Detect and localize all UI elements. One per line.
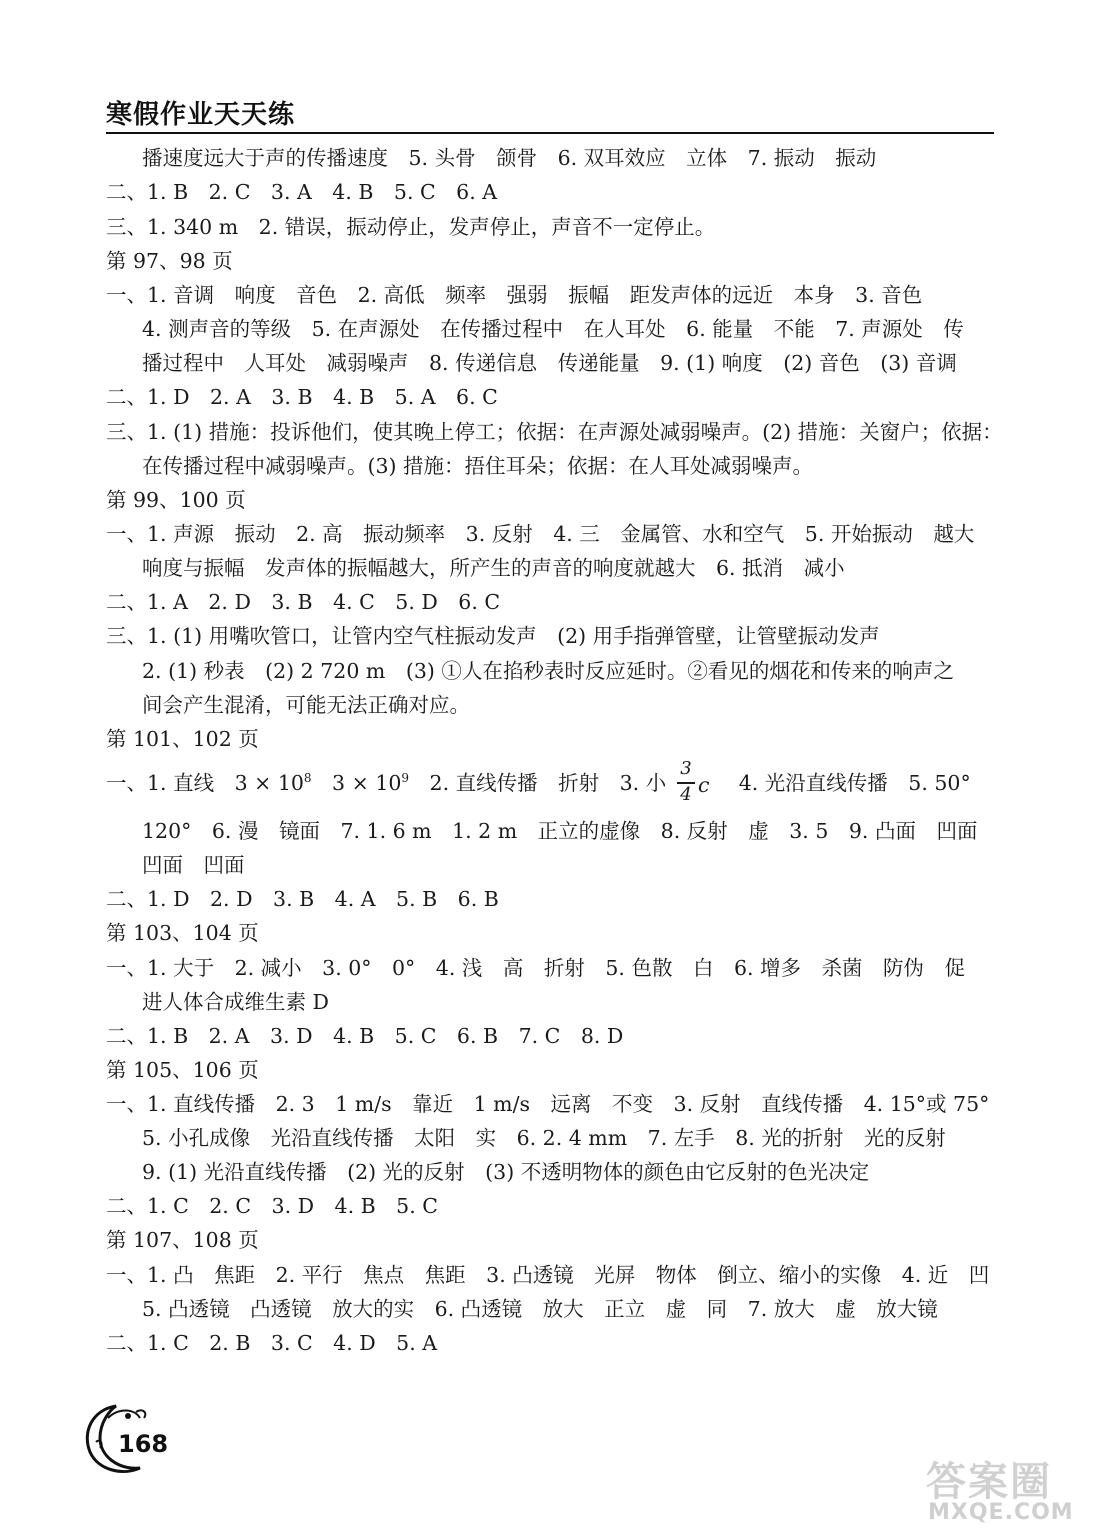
- answer-line: 间会产生混淆，可能无法正确对应。: [142, 693, 470, 717]
- answer-line: 三、1. 340 m 2. 错误，振动停止，发声停止，声音不一定停止。: [106, 215, 716, 239]
- formula-text-c: 2. 直线传播 折射 3. 小: [409, 771, 667, 795]
- answer-line: 一、1. 直线传播 2. 3 1 m/s 靠近 1 m/s 远离 不变 3. 反射 直线传播 4. 15°或 75°: [106, 1092, 990, 1116]
- exponent: 8: [303, 771, 312, 786]
- answer-line: 9. (1) 光沿直线传播 (2) 光的反射 (3) 不透明物体的颜色由它反射的色光决定: [142, 1160, 870, 1184]
- answer-line: 二、1. C 2. B 3. C 4. D 5. A: [106, 1331, 438, 1355]
- answer-line-with-formula: [106, 770, 971, 796]
- answer-line: 5. 凸透镜 凸透镜 放大的实 6. 凸透镜 放大 正立 虚 同 7. 放大 虚 放大镜: [142, 1297, 938, 1321]
- fraction-denominator: 4: [680, 784, 692, 805]
- answer-line: 响度与振幅 发声体的振幅越大，所产生的声音的响度就越大 6. 抵消 减小: [142, 556, 845, 580]
- answer-line: 一、1. 大于 2. 减小 3. 0° 0° 4. 浅 高 折射 5. 色散 白 6. 增多 杀菌 防伪 促: [106, 956, 966, 980]
- formula-text-a: 一、1. 直线 3 × 10: [106, 771, 304, 795]
- answer-line: 二、1. C 2. C 3. D 4. B 5. C: [106, 1194, 438, 1218]
- answer-line: 120° 6. 漫 镜面 7. 1. 6 m 1. 2 m 正立的虚像 8. 反射 虚 3. 5 9. 凸面 凹面: [142, 819, 978, 843]
- fraction-numerator: 3: [680, 758, 692, 779]
- answer-line: 一、1. 音调 响度 音色 2. 高低 频率 强弱 振幅 距发声体的远近 本身 3. 音色: [106, 283, 923, 307]
- answer-line: 播过程中 人耳处 减弱噪声 8. 传递信息 传递能量 9. (1) 响度 (2) 音色 (3) 音调: [142, 351, 957, 375]
- watermark-logo-text: 答案圈: [926, 1459, 1052, 1505]
- section-heading: 第 103、104 页: [106, 921, 259, 945]
- formula-text-b: 3 × 10: [311, 771, 402, 795]
- answer-line: 2. (1) 秒表 (2) 2 720 m (3) ①人在掐秒表时反应延时。②看见的烟花和传来的响声之: [142, 659, 954, 683]
- answer-line: 一、1. 声源 振动 2. 高 振动频率 3. 反射 4. 三 金属管、水和空气 5. 开始振动 越大: [106, 522, 975, 546]
- section-heading: 第 105、106 页: [106, 1058, 259, 1082]
- answer-line: 播速度远大于声的传播速度 5. 头骨 颌骨 6. 双耳效应 立体 7. 振动 振动: [142, 146, 877, 170]
- answer-line: 三、1. (1) 用嘴吹管口，让管内空气柱振动发声 (2) 用手指弹管壁，让管壁振动发声: [106, 624, 880, 648]
- section-heading: 第 97、98 页: [106, 249, 233, 273]
- exponent: 9: [401, 771, 410, 786]
- answer-line: 二、1. D 2. A 3. B 4. B 5. A 6. C: [106, 385, 498, 409]
- section-heading: 第 101、102 页: [106, 727, 259, 751]
- answer-line: 凹面 凹面: [142, 853, 245, 877]
- answer-line: 4. 测声音的等级 5. 在声源处 在传播过程中 在人耳处 6. 能量 不能 7. 声源处 传: [142, 317, 964, 341]
- section-heading: 第 107、108 页: [106, 1228, 259, 1252]
- watermark-url: MXQE.COM: [928, 1500, 1074, 1525]
- answer-line: 三、1. (1) 措施：投诉他们，使其晚上停工；依据：在声源处减弱噪声。(2) 措施：关窗户；依据：: [106, 420, 1003, 444]
- section-heading: 第 99、100 页: [106, 488, 246, 512]
- answer-line: 一、1. 凸 焦距 2. 平行 焦点 焦距 3. 凸透镜 光屏 物体 倒立、缩小的实像 4. 近 凹: [106, 1263, 990, 1287]
- formula-text-d: 4. 光沿直线传播 5. 50°: [718, 771, 971, 795]
- answer-line: 在传播过程中减弱噪声。(3) 措施：捂住耳朵；依据：在人耳处减弱噪声。: [142, 454, 814, 478]
- answer-line: 二、1. A 2. D 3. B 4. C 5. D 6. C: [106, 590, 501, 614]
- fraction-variable: c: [698, 773, 710, 797]
- book-title: 寒假作业天天练: [106, 100, 296, 130]
- answer-line: 二、1. B 2. C 3. A 4. B 5. C 6. A: [106, 180, 498, 204]
- answer-line: 二、1. D 2. D 3. B 4. A 5. B 6. B: [106, 887, 499, 911]
- answer-line: 5. 小孔成像 光沿直线传播 太阳 实 6. 2. 4 mm 7. 左手 8. 光的折射 光的反射: [142, 1126, 946, 1150]
- answer-line: 进人体合成维生素 D: [142, 990, 329, 1014]
- answer-line: 二、1. B 2. A 3. D 4. B 5. C 6. B 7. C 8. D: [106, 1024, 624, 1048]
- watermark: [920, 1450, 1090, 1530]
- page-number: 168: [118, 1430, 169, 1458]
